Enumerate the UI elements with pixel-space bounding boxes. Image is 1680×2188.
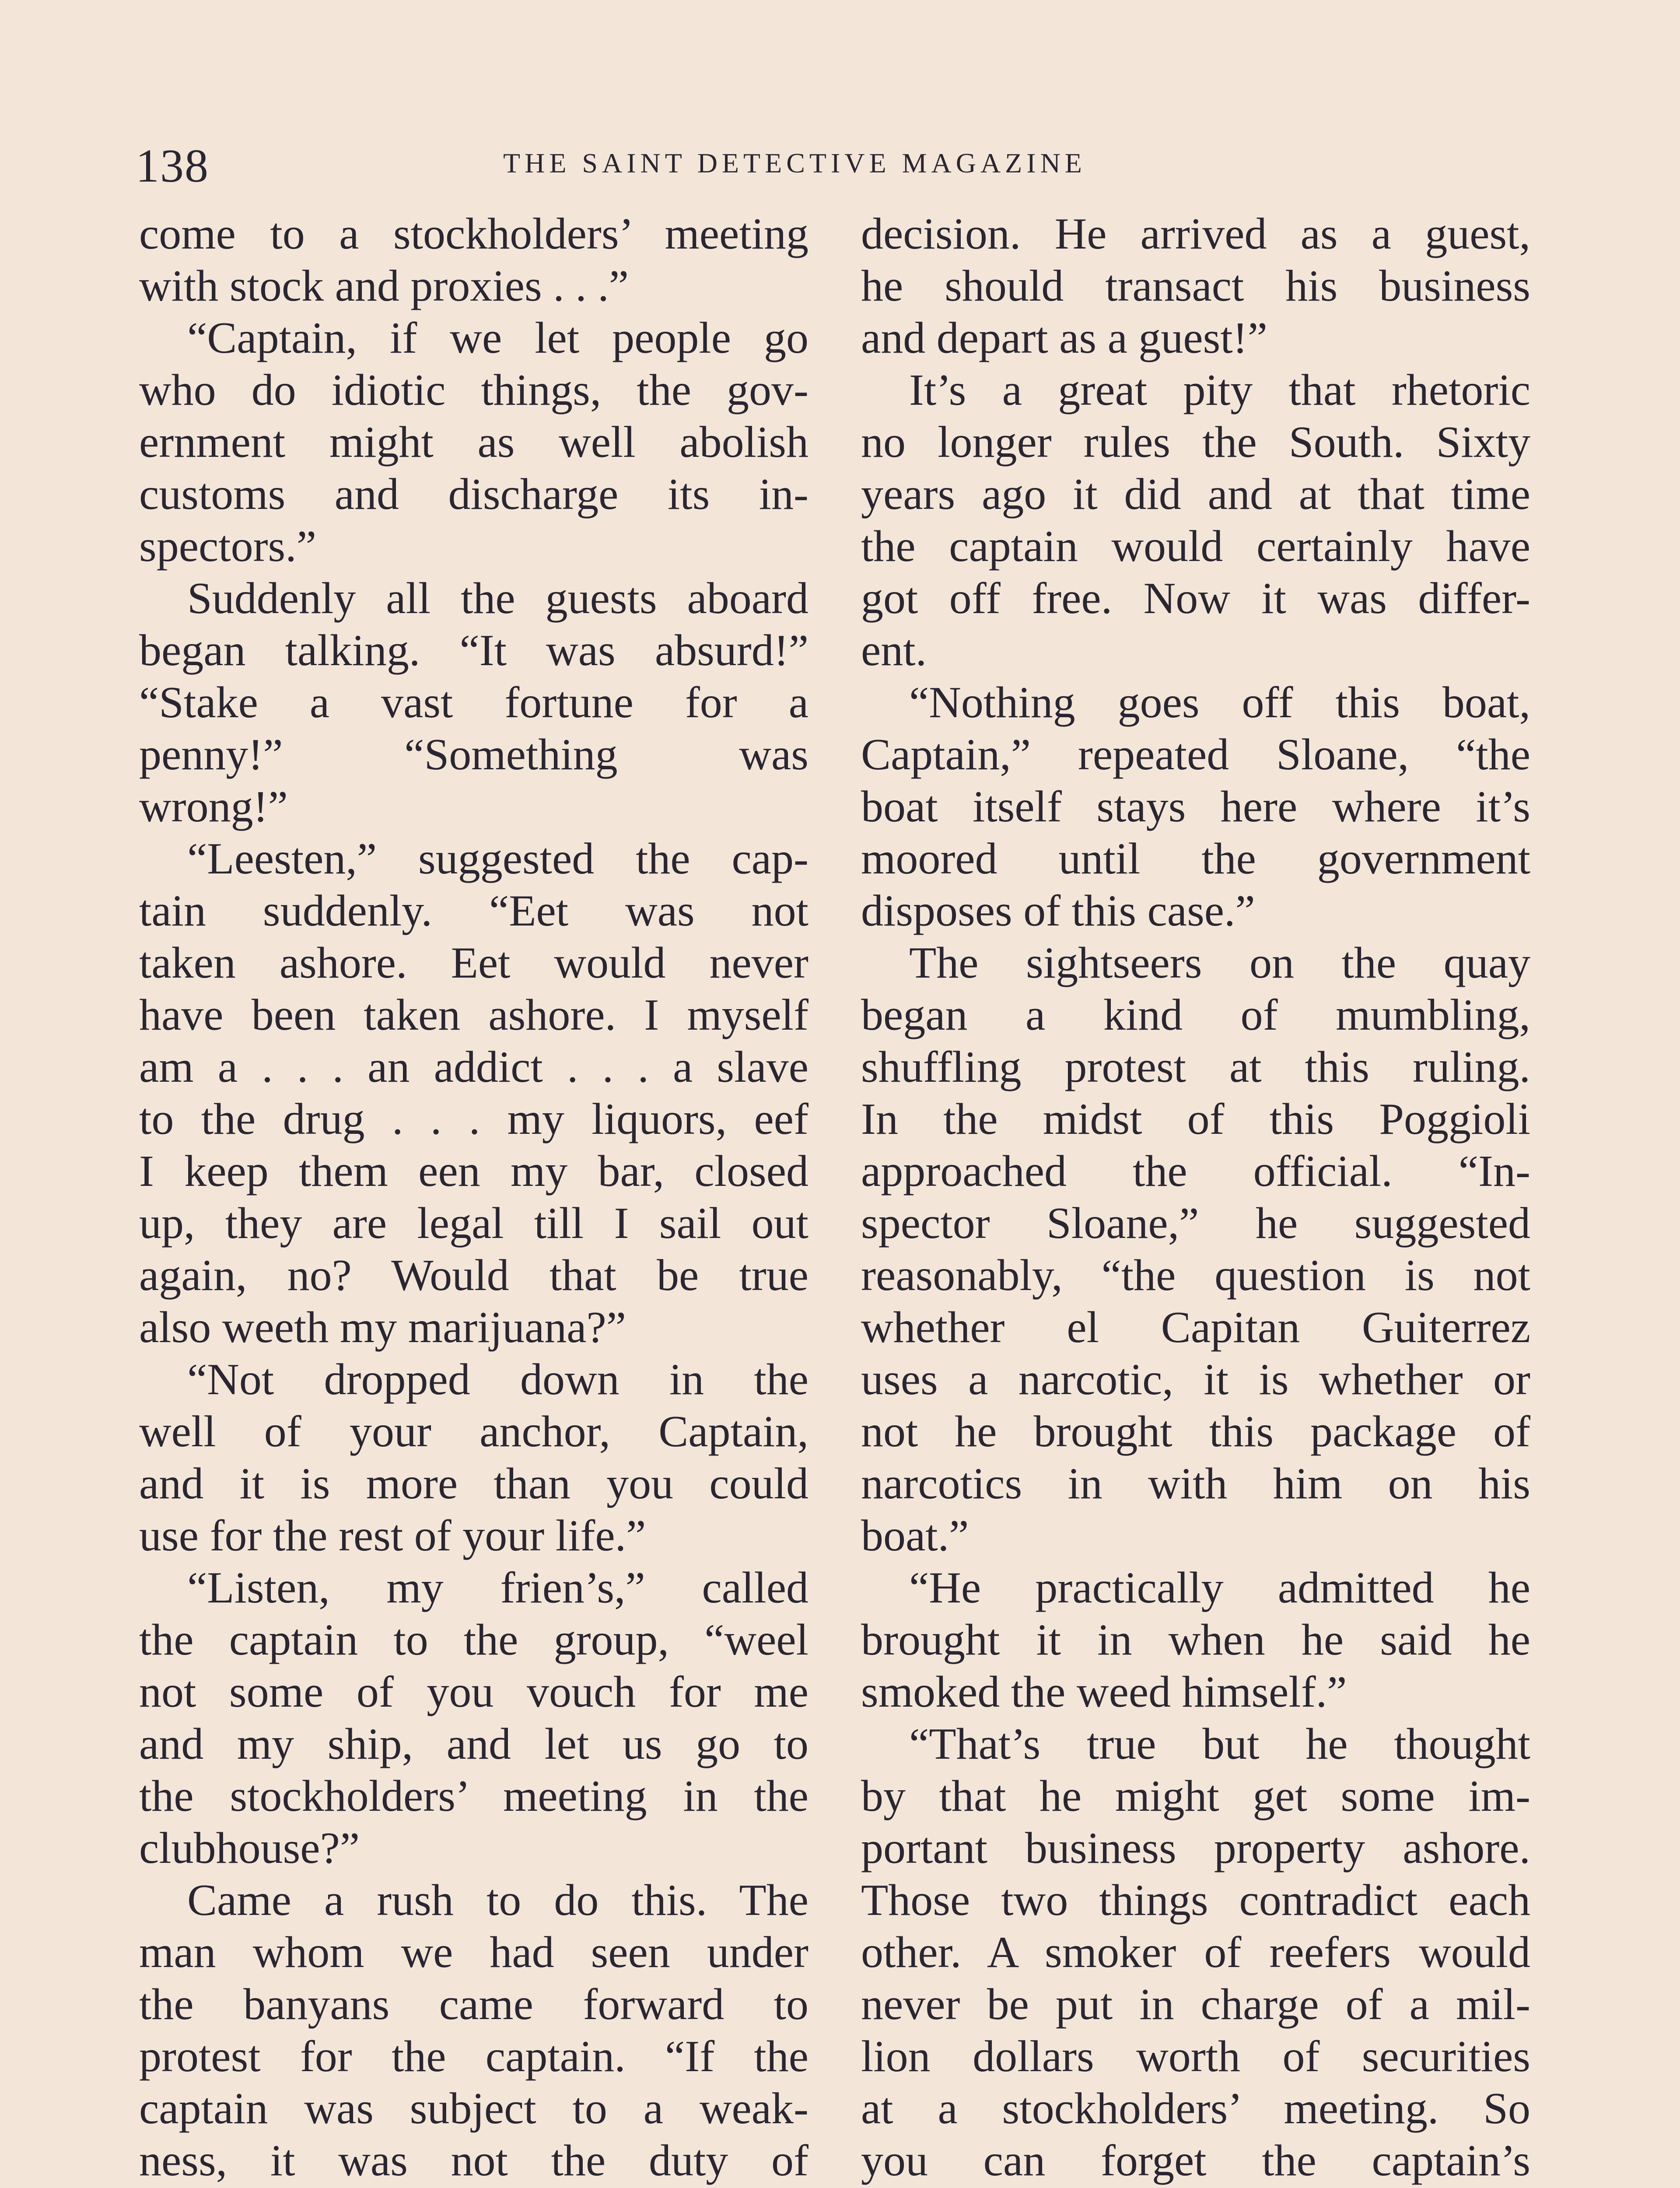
text-line: “Captain, if we let people go [187,313,808,363]
page-number: 138 [136,140,209,192]
text-line: who do idiotic things, the gov- [139,365,808,415]
text-line: smoked the weed himself.” [861,1667,1347,1717]
text-line: protest for the captain. “If the [139,2032,808,2081]
text-line: shuffling protest at this ruling. [861,1042,1530,1092]
text-line: “Listen, my frien’s,” called [187,1563,808,1613]
text-line: and my ship, and let us go to [139,1719,808,1769]
text-line: “He practically admitted he [909,1563,1530,1613]
text-line: man whom we had seen under [139,1928,808,1977]
text-line: ent. [861,626,927,675]
right-text-column [861,208,1530,2188]
text-line: lion dollars worth of securities [861,2032,1530,2081]
text-line: have been taken ashore. I myself [139,990,808,1040]
text-line: began a kind of mumbling, [861,990,1530,1040]
text-line: and it is more than you could [139,1459,808,1508]
text-line: wrong!” [139,782,288,831]
text-line: Captain,” repeated Sloane, “the [861,730,1530,779]
text-line: ernment might as well abolish [139,417,808,467]
text-line: whether el Capitan Guiterrez [861,1303,1530,1352]
text-line: by that he might get some im- [861,1771,1530,1821]
text-line: Came a rush to do this. The [187,1876,808,1925]
text-line: spectors.” [139,522,317,571]
text-line: taken ashore. Eet would never [139,938,808,988]
text-line: Those two things contradict each [861,1876,1530,1925]
text-line: The sightseers on the quay [909,938,1530,988]
text-line: well of your anchor, Captain, [139,1407,808,1456]
text-line: never be put in charge of a mil- [861,1980,1530,2029]
text-line: you can forget the captain’s [861,2136,1530,2185]
text-line: again, no? Would that be true [139,1251,808,1300]
text-line: not some of you vouch for me [139,1667,808,1717]
text-line: reasonably, “the question is not [861,1251,1530,1300]
text-line: uses a narcotic, it is whether or [861,1355,1530,1404]
text-line: the banyans came forward to [139,1980,808,2029]
text-line: am a . . . an addict . . . a slave [139,1042,808,1092]
text-line: come to a stockholders’ meeting [139,209,808,259]
text-line: boat itself stays here where it’s [861,782,1530,831]
text-line: “Stake a vast fortune for a [139,678,808,727]
text-line: years ago it did and at that time [861,470,1530,519]
text-line: clubhouse?” [139,1823,360,1873]
text-line: to the drug . . . my liquors, eef [139,1094,808,1144]
text-line: In the midst of this Poggioli [861,1094,1530,1144]
text-line: ness, it was not the duty of [139,2136,808,2185]
text-line: use for the rest of your life.” [139,1511,646,1560]
running-head: THE SAINT DETECTIVE MAGAZINE [503,147,1086,179]
text-line: “That’s true but he thought [909,1719,1530,1769]
text-line: portant business property ashore. [861,1823,1530,1873]
text-line: approached the official. “In- [861,1147,1530,1196]
text-line: the captain to the group, “weel [139,1615,808,1665]
text-line: It’s a great pity that rhetoric [909,365,1530,415]
text-line: spector Sloane,” he suggested [861,1199,1530,1248]
text-line: disposes of this case.” [861,886,1255,936]
page-header [136,139,1553,196]
text-line: I keep them een my bar, closed [139,1147,808,1196]
text-line: not he brought this package of [861,1407,1530,1456]
text-line: the captain would certainly have [861,522,1530,571]
text-line: narcotics in with him on his [861,1459,1530,1508]
text-line: boat.” [861,1511,969,1560]
text-line: penny!” “Something was [139,730,808,779]
text-line: got off free. Now it was differ- [861,574,1530,623]
text-line: he should transact his business [861,261,1530,311]
text-line: up, they are legal till I sail out [139,1199,808,1248]
left-text-column [139,208,808,2188]
text-line: with stock and proxies . . .” [139,261,629,311]
text-line: “Nothing goes off this boat, [909,678,1530,727]
text-line: began talking. “It was absurd!” [139,626,808,675]
text-line: brought it in when he said he [861,1615,1530,1665]
text-line: the stockholders’ meeting in the [139,1771,808,1821]
text-line: and depart as a guest!” [861,313,1267,363]
text-line: other. A smoker of reefers would [861,1928,1530,1977]
text-line: also weeth my marijuana?” [139,1303,626,1352]
text-line: customs and discharge its in- [139,470,808,519]
text-line: tain suddenly. “Eet was not [139,886,808,936]
text-line: moored until the government [861,834,1530,884]
text-line: “Not dropped down in the [187,1355,808,1404]
text-line: decision. He arrived as a guest, [861,209,1530,259]
text-line: Suddenly all the guests aboard [187,574,808,623]
text-line: at a stockholders’ meeting. So [861,2084,1530,2133]
text-line: no longer rules the South. Sixty [861,417,1530,467]
text-line: “Leesten,” suggested the cap- [187,834,808,884]
text-line: captain was subject to a weak- [139,2084,808,2133]
